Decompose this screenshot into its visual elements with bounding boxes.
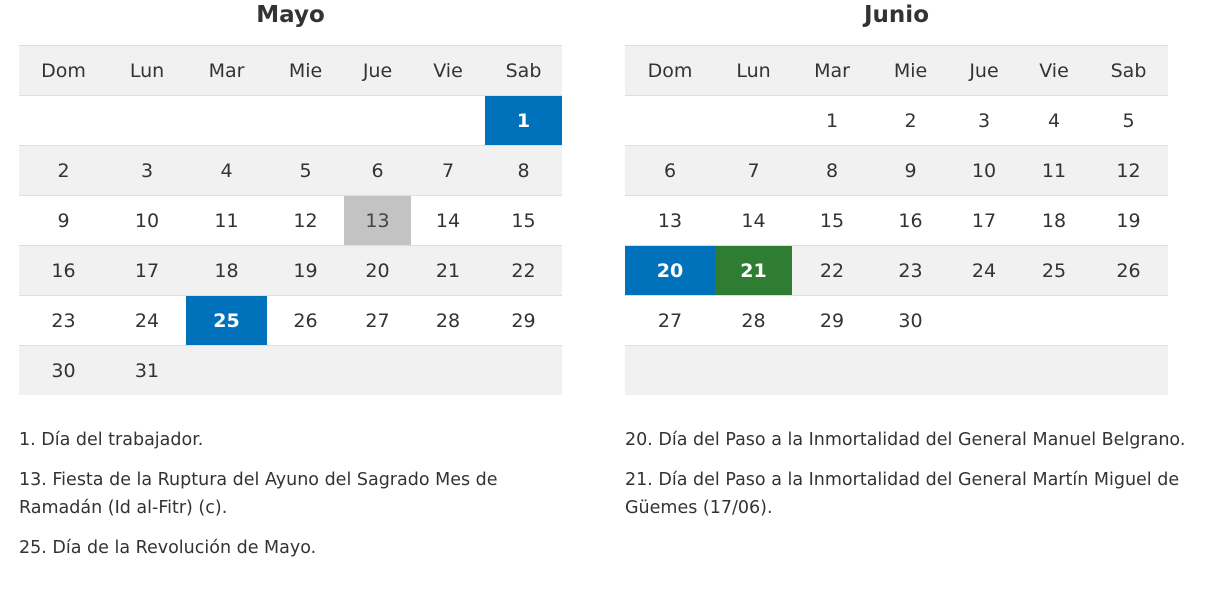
week-row	[19, 246, 562, 296]
day-cell-empty	[267, 96, 344, 146]
day-cell-empty	[625, 346, 715, 396]
day-cell[interactable]: 18	[186, 246, 267, 296]
weekday-mie: Mie	[872, 46, 949, 96]
day-cell-empty	[19, 96, 108, 146]
day-cell[interactable]: 1	[825, 109, 839, 132]
day-cell[interactable]: 14	[435, 209, 461, 232]
day-cell[interactable]: 22	[792, 246, 872, 296]
day-cell-holiday[interactable]: 13	[344, 196, 411, 246]
day-cell-holiday[interactable]: 20	[625, 246, 715, 296]
day-cell[interactable]: 16	[19, 246, 108, 296]
weekday-lun: Lun	[108, 46, 186, 96]
holiday-notes-junio	[625, 426, 1209, 534]
day-cell-empty	[1019, 296, 1089, 346]
week-row	[19, 296, 562, 346]
week-row	[19, 146, 562, 196]
day-cell[interactable]: 3	[977, 109, 991, 132]
day-cell-empty	[949, 346, 1019, 396]
weekday-dom: Dom	[625, 46, 715, 96]
day-cell[interactable]: 23	[872, 246, 949, 296]
day-cell[interactable]: 31	[108, 346, 186, 396]
week-row	[625, 146, 1168, 196]
week-row	[625, 296, 1168, 346]
day-cell-empty	[792, 346, 872, 396]
weekday-mar: Mar	[792, 46, 872, 96]
day-cell[interactable]: 27	[657, 309, 683, 332]
day-cell[interactable]: 5	[267, 146, 344, 196]
weekday-vie: Vie	[411, 46, 485, 96]
day-cell[interactable]: 2	[904, 109, 917, 132]
day-cell-empty	[1019, 346, 1089, 396]
day-cell[interactable]: 30	[898, 309, 923, 332]
day-cell-empty	[108, 96, 186, 146]
weekday-mar: Mar	[186, 46, 267, 96]
day-cell[interactable]: 8	[792, 146, 872, 196]
day-cell-empty	[872, 346, 949, 396]
day-cell[interactable]: 15	[511, 209, 536, 232]
day-cell[interactable]: 26	[1089, 246, 1168, 296]
day-cell-empty	[267, 346, 344, 396]
day-cell-empty	[411, 96, 485, 146]
day-cell[interactable]: 4	[186, 146, 267, 196]
week-row	[19, 196, 562, 246]
month-title-junio: Junio	[864, 2, 929, 28]
day-cell[interactable]: 17	[971, 209, 997, 232]
weekday-dom: Dom	[19, 46, 108, 96]
day-cell-empty	[715, 346, 792, 396]
day-cell-empty	[1089, 296, 1168, 346]
day-cell[interactable]: 7	[715, 146, 792, 196]
day-cell[interactable]: 7	[411, 146, 485, 196]
day-cell[interactable]: 11	[214, 209, 239, 232]
day-cell[interactable]: 14	[741, 209, 766, 232]
day-cell[interactable]: 26	[293, 309, 318, 332]
week-row	[625, 246, 1168, 296]
day-cell[interactable]: 27	[365, 309, 390, 332]
month-title-mayo: Mayo	[256, 2, 325, 28]
day-cell[interactable]: 13	[657, 209, 683, 232]
week-row	[19, 346, 562, 396]
day-cell[interactable]: 28	[741, 309, 766, 332]
day-cell[interactable]: 30	[19, 346, 108, 396]
day-cell-empty	[625, 96, 715, 146]
week-row	[625, 96, 1168, 146]
day-cell[interactable]: 24	[949, 246, 1019, 296]
holiday-notes-mayo	[19, 426, 579, 574]
weekday-mie: Mie	[267, 46, 344, 96]
day-cell[interactable]: 9	[57, 209, 70, 232]
calendar-grid-junio	[625, 45, 1168, 395]
weekday-jue: Jue	[344, 46, 411, 96]
day-cell-empty	[485, 346, 562, 396]
week-row	[625, 346, 1168, 396]
weekday-header-row	[19, 46, 562, 96]
weekday-jue: Jue	[949, 46, 1019, 96]
holiday-note: 1. Día del trabajador.	[19, 430, 204, 450]
calendar-mayo	[19, 0, 562, 395]
day-cell-empty	[344, 346, 411, 396]
calendar-grid-mayo	[19, 45, 562, 395]
day-cell-holiday[interactable]: 1	[485, 96, 562, 146]
day-cell-holiday[interactable]: 21	[715, 246, 792, 296]
day-cell-empty	[1089, 346, 1168, 396]
day-cell[interactable]: 10	[949, 146, 1019, 196]
day-cell[interactable]: 8	[485, 146, 562, 196]
week-row	[19, 96, 562, 146]
day-cell[interactable]: 23	[51, 309, 76, 332]
holiday-note: 21. Día del Paso a la Inmortalidad del General Martín Miguel de Güemes (17/06).	[625, 470, 1180, 518]
day-cell[interactable]: 21	[411, 246, 485, 296]
day-cell[interactable]: 20	[344, 246, 411, 296]
day-cell[interactable]: 12	[293, 209, 318, 232]
day-cell-empty	[715, 96, 792, 146]
day-cell[interactable]: 24	[134, 309, 160, 332]
day-cell[interactable]: 19	[267, 246, 344, 296]
week-row	[625, 196, 1168, 246]
day-cell[interactable]: 12	[1089, 146, 1168, 196]
day-cell[interactable]: 29	[511, 309, 536, 332]
day-cell-empty	[949, 296, 1019, 346]
weekday-vie: Vie	[1019, 46, 1089, 96]
day-cell-empty	[186, 96, 267, 146]
day-cell[interactable]: 17	[108, 246, 186, 296]
day-cell[interactable]: 11	[1019, 146, 1089, 196]
day-cell[interactable]: 6	[625, 146, 715, 196]
day-cell[interactable]: 25	[1019, 246, 1089, 296]
day-cell[interactable]: 22	[485, 246, 562, 296]
day-cell[interactable]: 10	[134, 209, 160, 232]
holiday-note: 25. Día de la Revolución de Mayo.	[19, 538, 317, 558]
holiday-note: 20. Día del Paso a la Inmortalidad del General Manuel Belgrano.	[625, 430, 1186, 450]
day-cell[interactable]: 18	[1041, 209, 1067, 232]
day-cell-empty	[411, 346, 485, 396]
day-cell[interactable]: 19	[1116, 209, 1141, 232]
day-cell[interactable]: 29	[819, 309, 845, 332]
day-cell[interactable]: 16	[898, 209, 923, 232]
day-cell[interactable]: 5	[1122, 109, 1135, 132]
weekday-lun: Lun	[715, 46, 792, 96]
day-cell[interactable]: 4	[1047, 109, 1061, 132]
day-cell[interactable]: 9	[872, 146, 949, 196]
calendar-junio	[625, 0, 1168, 395]
holiday-note: 13. Fiesta de la Ruptura del Ayuno del Sagrado Mes de Ramadán (Id al-Fitr) (c).	[19, 470, 498, 518]
day-cell-empty	[186, 346, 267, 396]
day-cell[interactable]: 15	[819, 209, 845, 232]
weekday-sab: Sab	[485, 46, 562, 96]
day-cell-empty	[344, 96, 411, 146]
day-cell[interactable]: 28	[435, 309, 461, 332]
day-cell[interactable]: 3	[108, 146, 186, 196]
day-cell[interactable]: 2	[19, 146, 108, 196]
weekday-sab: Sab	[1089, 46, 1168, 96]
day-cell[interactable]: 6	[344, 146, 411, 196]
weekday-header-row	[625, 46, 1168, 96]
day-cell-holiday[interactable]: 25	[186, 296, 267, 346]
